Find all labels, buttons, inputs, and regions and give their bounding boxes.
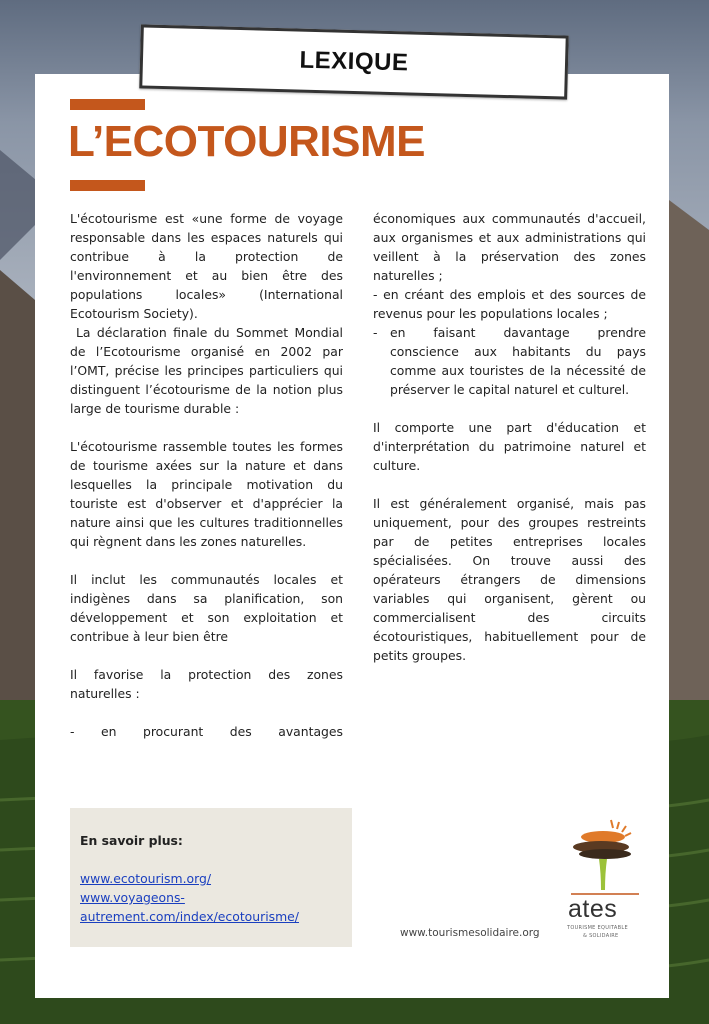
ates-logo-tagline-2: & SOLIDAIRE — [583, 933, 619, 939]
more-info-box — [70, 808, 352, 947]
footer-website: www.tourismesolidaire.org — [400, 927, 540, 939]
right-column — [373, 209, 646, 665]
page-title: L’ECOTOURISME — [68, 117, 425, 166]
paragraph-declaration: La déclaration finale du Sommet Mondial de l’Ecotourisme organisé en 2002 par l’OMT, précise les principes particuliers qui distinguent l’écotourisme de la notion plus large de tourisme durable : — [70, 325, 343, 416]
link-voyageons-autrement[interactable]: www.voyageons-autrement.com/index/ecotourisme/ — [80, 890, 299, 924]
bullet-emplois: - en créant des emplois et des sources de revenus pour les populations locales ; — [373, 287, 646, 321]
link-ecotourism[interactable]: www.ecotourism.org/ — [80, 871, 212, 886]
ates-logo-wordmark: ates — [568, 895, 618, 923]
ates-logo — [565, 818, 645, 953]
bullet-conscience-text: en faisant davantage prendre conscience aux habitants du pays comme aux touristes de la nécessité de préserver le capital naturel et culturel. — [390, 325, 646, 397]
title-bar-top — [70, 99, 145, 110]
paragraph-organisation: Il est généralement organisé, mais pas uniquement, pour des groupes restreints par de petites entreprises locales spécialisées. On trouve aussi des opérateurs étrangers de dimensions variables qui organisent, gèrent ou commercialisent des circuits écotouristiques, habituellement pour de petits groupes. — [373, 496, 646, 663]
bullet-conscience — [373, 323, 646, 399]
title-bar-bottom — [70, 180, 145, 191]
paragraph-education: Il comporte une part d'éducation et d'interprétation du patrimoine naturel et culture. — [373, 420, 646, 473]
section-tab — [139, 24, 569, 99]
ates-logo-tagline-1: TOURISME EQUITABLE — [567, 925, 628, 931]
bullet-mark: - — [373, 325, 378, 340]
bullet-avantages-continued: économiques aux communautés d'accueil, aux organismes et aux administrations qui veillent à la préservation des zones naturelles ; — [373, 211, 646, 283]
ates-logo-icon — [565, 818, 645, 898]
paragraph-rassemble: L'écotourisme rassemble toutes les formes de tourisme axées sur la nature et dans lesquelles la principale motivation du touriste est d'observer et d'apprécier la nature ainsi que les cultures traditionnelles qui règnent dans les zones naturelles. — [70, 439, 343, 549]
section-tab-label: LEXIQUE — [299, 46, 409, 77]
paragraph-definition: L'écotourisme est «une forme de voyage responsable dans les espaces naturels qui contribue à la protection de l'environnement et au bien être des populations locales» (International Ecotourism Society). — [70, 211, 343, 321]
paragraph-inclut: Il inclut les communautés locales et indigènes dans sa planification, son développement et son exploitation et contribue à leur bien être — [70, 572, 343, 644]
paragraph-favorise: Il favorise la protection des zones naturelles : — [70, 667, 343, 701]
bullet-avantages-start: - en procurant des avantages — [70, 724, 343, 739]
left-column — [70, 209, 343, 741]
more-info-heading: En savoir plus: — [80, 833, 183, 848]
